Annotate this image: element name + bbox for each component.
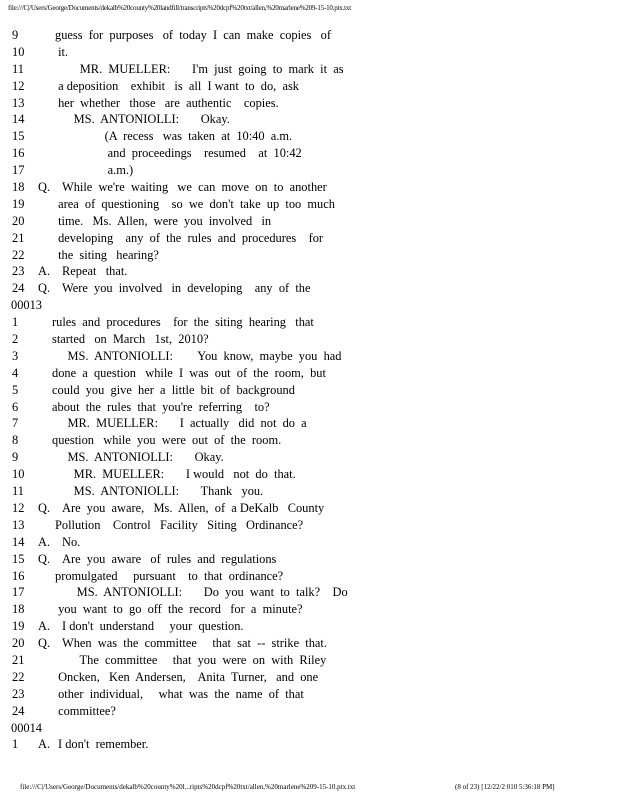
speaker-marker: A. — [38, 737, 51, 752]
transcript-line — [0, 111, 618, 128]
transcript-line — [0, 534, 618, 551]
line-text: I don't remember. — [58, 737, 149, 752]
line-text: No. — [62, 534, 81, 549]
line-number: 14 — [12, 112, 25, 127]
line-text: about the rules that you're referring to? — [52, 399, 270, 414]
line-number: 2 — [12, 332, 19, 347]
line-text: the siting hearing? — [55, 247, 159, 262]
speaker-marker: A. — [38, 534, 51, 549]
transcript-line — [0, 247, 618, 264]
transcript-line — [0, 415, 618, 432]
speaker-marker: Q. — [38, 636, 51, 651]
transcript-line — [0, 213, 618, 230]
line-text: MR. MUELLER: I'm just going to mark it as — [55, 61, 344, 76]
transcript-line — [0, 686, 618, 703]
transcript-line — [0, 162, 618, 179]
transcript-line — [0, 145, 618, 162]
transcript-line — [0, 314, 618, 331]
transcript-line — [0, 61, 618, 78]
transcript-line — [0, 601, 618, 618]
line-text: MS. ANTONIOLLI: Okay. — [52, 450, 224, 465]
transcript-line — [0, 736, 618, 753]
line-text: The committee that you were on with Riley — [55, 652, 327, 667]
file-path-header: file:///C|/Users/George/Documents/dekalb%20county%20landfill/transcripts%20dcpf%20txt/allen,%20marlene%209-15-10.ptx.txt — [8, 4, 351, 12]
transcript-line — [0, 551, 618, 568]
line-text: it. — [55, 44, 69, 59]
line-number: 10 — [12, 467, 25, 482]
speaker-marker: Q. — [38, 180, 51, 195]
transcript-line — [0, 500, 618, 517]
transcript-line — [0, 382, 618, 399]
line-text: a deposition exhibit is all I want to do, ask — [55, 78, 299, 93]
line-text: MS. ANTONIOLLI: Okay. — [55, 112, 230, 127]
line-text: her whether those are authentic copies. — [55, 95, 279, 110]
line-number: 23 — [12, 686, 25, 701]
line-text: I don't understand your question. — [62, 619, 244, 634]
line-number: 4 — [12, 365, 19, 380]
line-number: 21 — [12, 230, 25, 245]
transcript-line — [0, 399, 618, 416]
transcript-line — [0, 466, 618, 483]
transcript-line — [0, 348, 618, 365]
line-text: Are you aware of rules and regulations — [62, 551, 277, 566]
line-text: MR. MUELLER: I actually did not do a — [52, 416, 307, 431]
file-path-footer: file:///C|/Users/George/Documents/dekalb%20county%20l...ripts%20dcpf%20txt/allen,%20marlene%209-15-10.ptx.txt — [20, 783, 356, 791]
line-text: developing any of the rules and procedures for — [55, 230, 324, 245]
transcript-line — [0, 331, 618, 348]
transcript-line — [0, 635, 618, 652]
line-number: 22 — [12, 669, 25, 684]
line-text: you want to go off the record for a minute? — [55, 602, 303, 617]
line-text: When was the committee that sat -- strike that. — [62, 636, 327, 651]
transcript-line — [0, 365, 618, 382]
transcript-line — [0, 517, 618, 534]
line-text: promulgated pursuant to that ordinance? — [55, 568, 284, 583]
line-number: 16 — [12, 146, 25, 161]
line-number: 20 — [12, 636, 25, 651]
transcript-line — [0, 449, 618, 466]
line-number: 11 — [12, 61, 24, 76]
transcript-line — [0, 652, 618, 669]
transcript-line — [0, 703, 618, 720]
transcript-line — [0, 568, 618, 585]
transcript-line — [0, 179, 618, 196]
transcript-line — [0, 263, 618, 280]
line-text: Pollution Control Facility Siting Ordinance? — [55, 517, 304, 532]
line-text: MS. ANTONIOLLI: You know, maybe you had — [52, 348, 342, 363]
line-number: 24 — [12, 703, 25, 718]
line-number: 1 — [12, 737, 19, 752]
line-text: other individual, what was the name of that — [55, 686, 304, 701]
line-number: 17 — [12, 163, 25, 178]
page-marker — [0, 297, 618, 314]
transcript-line — [0, 669, 618, 686]
line-number: 8 — [12, 433, 19, 448]
line-text: done a question while I was out of the room, but — [52, 365, 326, 380]
line-number: 9 — [12, 450, 19, 465]
speaker-marker: A. — [38, 264, 51, 279]
line-number: 22 — [12, 247, 25, 262]
page-number: 00013 — [11, 298, 42, 313]
line-text: (A recess was taken at 10:40 a.m. — [55, 129, 293, 144]
transcript-line — [0, 27, 618, 44]
page-number: 00014 — [11, 720, 42, 735]
line-text: MS. ANTONIOLLI: Do you want to talk? Do — [55, 585, 348, 600]
line-text: question while you were out of the room. — [52, 433, 282, 448]
line-text: MS. ANTONIOLLI: Thank you. — [52, 484, 264, 499]
line-number: 7 — [12, 416, 19, 431]
line-number: 10 — [12, 44, 25, 59]
line-text: Are you aware, Ms. Allen, of a DeKalb County — [62, 500, 325, 515]
speaker-marker: A. — [38, 619, 51, 634]
line-text: While we're waiting we can move on to another — [62, 180, 327, 195]
transcript-line — [0, 432, 618, 449]
line-number: 16 — [12, 568, 25, 583]
line-text: time. Ms. Allen, were you involved in — [55, 213, 272, 228]
speaker-marker: Q. — [38, 551, 51, 566]
line-text: and proceedings resumed at 10:42 — [55, 146, 302, 161]
transcript-line — [0, 584, 618, 601]
transcript-line — [0, 44, 618, 61]
line-number: 18 — [12, 602, 25, 617]
line-number: 24 — [12, 281, 25, 296]
line-text: Were you involved in developing any of the — [62, 281, 311, 296]
transcript-line — [0, 78, 618, 95]
transcript-line — [0, 483, 618, 500]
line-number: 15 — [12, 129, 25, 144]
line-text: area of questioning so we don't take up too much — [55, 196, 335, 211]
line-text: Repeat that. — [62, 264, 128, 279]
line-number: 18 — [12, 180, 25, 195]
transcript-body — [0, 27, 618, 753]
line-number: 19 — [12, 619, 25, 634]
line-number: 5 — [12, 382, 19, 397]
line-text: committee? — [55, 703, 116, 718]
line-text: could you give her a little bit of background — [52, 382, 295, 397]
line-number: 13 — [12, 95, 25, 110]
transcript-line — [0, 196, 618, 213]
transcript-line — [0, 618, 618, 635]
line-text: rules and procedures for the siting hearing that — [52, 315, 314, 330]
line-number: 19 — [12, 196, 25, 211]
line-number: 12 — [12, 78, 25, 93]
line-number: 1 — [12, 315, 19, 330]
line-number: 3 — [12, 348, 19, 363]
transcript-line — [0, 95, 618, 112]
line-number: 23 — [12, 264, 25, 279]
speaker-marker: Q. — [38, 281, 51, 296]
line-text: started on March 1st, 2010? — [52, 332, 209, 347]
page-info-footer: (8 of 23) [12/22/2 010 5:36:18 PM] — [455, 783, 555, 791]
line-number: 15 — [12, 551, 25, 566]
transcript-line — [0, 280, 618, 297]
transcript-line — [0, 128, 618, 145]
line-number: 13 — [12, 517, 25, 532]
line-number: 9 — [12, 28, 19, 42]
speaker-marker: Q. — [38, 500, 51, 515]
page-marker — [0, 720, 618, 737]
line-number: 12 — [12, 500, 25, 515]
line-text: a.m.) — [55, 163, 134, 178]
transcript-line — [0, 230, 618, 247]
line-number: 17 — [12, 585, 25, 600]
line-number: 21 — [12, 652, 25, 667]
line-text: Oncken, Ken Andersen, Anita Turner, and one — [55, 669, 319, 684]
line-number: 6 — [12, 399, 19, 414]
line-number: 11 — [12, 484, 24, 499]
line-text: MR. MUELLER: I would not do that. — [52, 467, 296, 482]
line-number: 20 — [12, 213, 25, 228]
line-text: guess for purposes of today I can make copies of — [55, 28, 331, 42]
line-number: 14 — [12, 534, 25, 549]
